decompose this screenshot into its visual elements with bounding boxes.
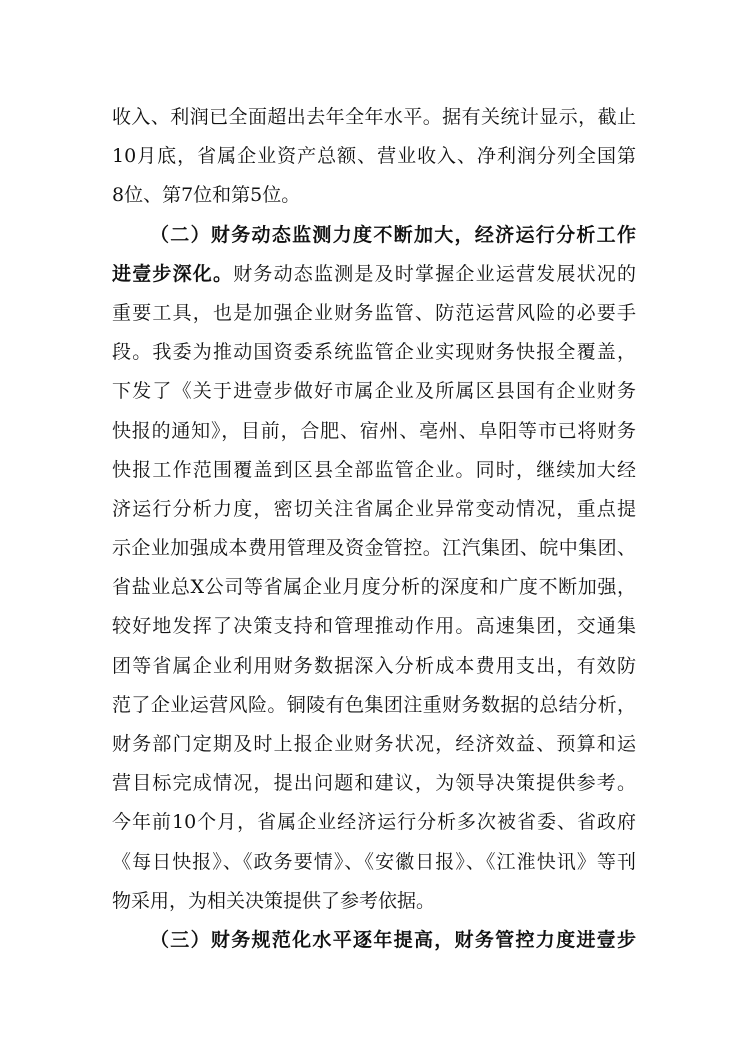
body-text: 示企业加强成本费用管理及资金管控。江汽集团、皖中集团、 xyxy=(112,537,636,560)
body-text: 财务动态监测是及时掌握企业运营发展状况的 xyxy=(233,262,636,285)
document-body xyxy=(112,98,636,960)
text-line xyxy=(112,372,636,411)
body-text: 济运行分析力度，密切关注省属企业异常变动情况，重点提 xyxy=(112,497,636,520)
text-line xyxy=(112,412,636,451)
body-text: 《每日快报》、《政务要情》、《安徽日报》、《江淮快讯》等刊 xyxy=(112,850,636,873)
section-heading-line xyxy=(112,216,636,255)
body-text: 段。我委为推动国资委系统监管企业实现财务快报全覆盖， xyxy=(112,341,636,364)
body-text: 10月底，省属企业资产总额、营业收入、净利润分列全国第 xyxy=(112,145,636,168)
text-line xyxy=(112,451,636,490)
body-text: 省盐业总X公司等省属企业月度分析的深度和广度不断加强， xyxy=(112,576,636,599)
text-line xyxy=(112,686,636,725)
body-text: 快报的通知》，目前，合肥、宿州、亳州、阜阳等市已将财务 xyxy=(112,419,636,442)
text-line xyxy=(112,98,636,137)
bold-text: 进壹步深化。 xyxy=(112,262,234,285)
text-line xyxy=(112,882,636,921)
body-text: 8位、第7位和第5位。 xyxy=(112,184,301,207)
body-text: 下发了《关于进壹步做好市属企业及所属区县国有企业财务 xyxy=(112,380,636,403)
text-line xyxy=(112,803,636,842)
body-text: 快报工作范围覆盖到区县全部监管企业。同时，继续加大经 xyxy=(112,458,636,481)
body-text: 收入、利润已全面超出去年全年水平。据有关统计显示，截止 xyxy=(112,106,636,128)
body-text: 物采用，为相关决策提供了参考依据。 xyxy=(112,889,436,912)
body-text: 团等省属企业利用财务数据深入分析成本费用支出，有效防 xyxy=(112,654,636,677)
body-text: 今年前10个月，省属企业经济运行分析多次被省委、省政府 xyxy=(112,811,636,834)
text-line xyxy=(112,843,636,882)
text-line xyxy=(112,607,636,646)
text-line xyxy=(112,725,636,764)
text-line xyxy=(112,568,636,607)
text-line xyxy=(112,490,636,529)
body-text: 范了企业运营风险。铜陵有色集团注重财务数据的总结分析， xyxy=(112,693,636,716)
bold-text: （三）财务规范化水平逐年提高，财务管控力度进壹步 xyxy=(150,928,636,951)
body-text: 营目标完成情况，提出问题和建议，为领导决策提供参考。 xyxy=(112,772,636,795)
body-text: 财务部门定期及时上报企业财务状况，经济效益、预算和运 xyxy=(112,733,636,755)
text-line xyxy=(112,764,636,803)
text-line xyxy=(112,255,636,294)
text-line xyxy=(112,647,636,686)
text-line xyxy=(112,333,636,372)
text-line xyxy=(112,176,636,215)
section-heading-line xyxy=(112,921,636,960)
body-text: 重要工具，也是加强企业财务监管、防范运营风险的必要手 xyxy=(112,301,636,324)
text-line xyxy=(112,137,636,176)
text-line xyxy=(112,294,636,333)
bold-text: （二）财务动态监测力度不断加大，经济运行分析工作 xyxy=(150,223,636,246)
body-text: 较好地发挥了决策支持和管理推动作用。高速集团，交通集 xyxy=(112,615,636,638)
text-line xyxy=(112,529,636,568)
